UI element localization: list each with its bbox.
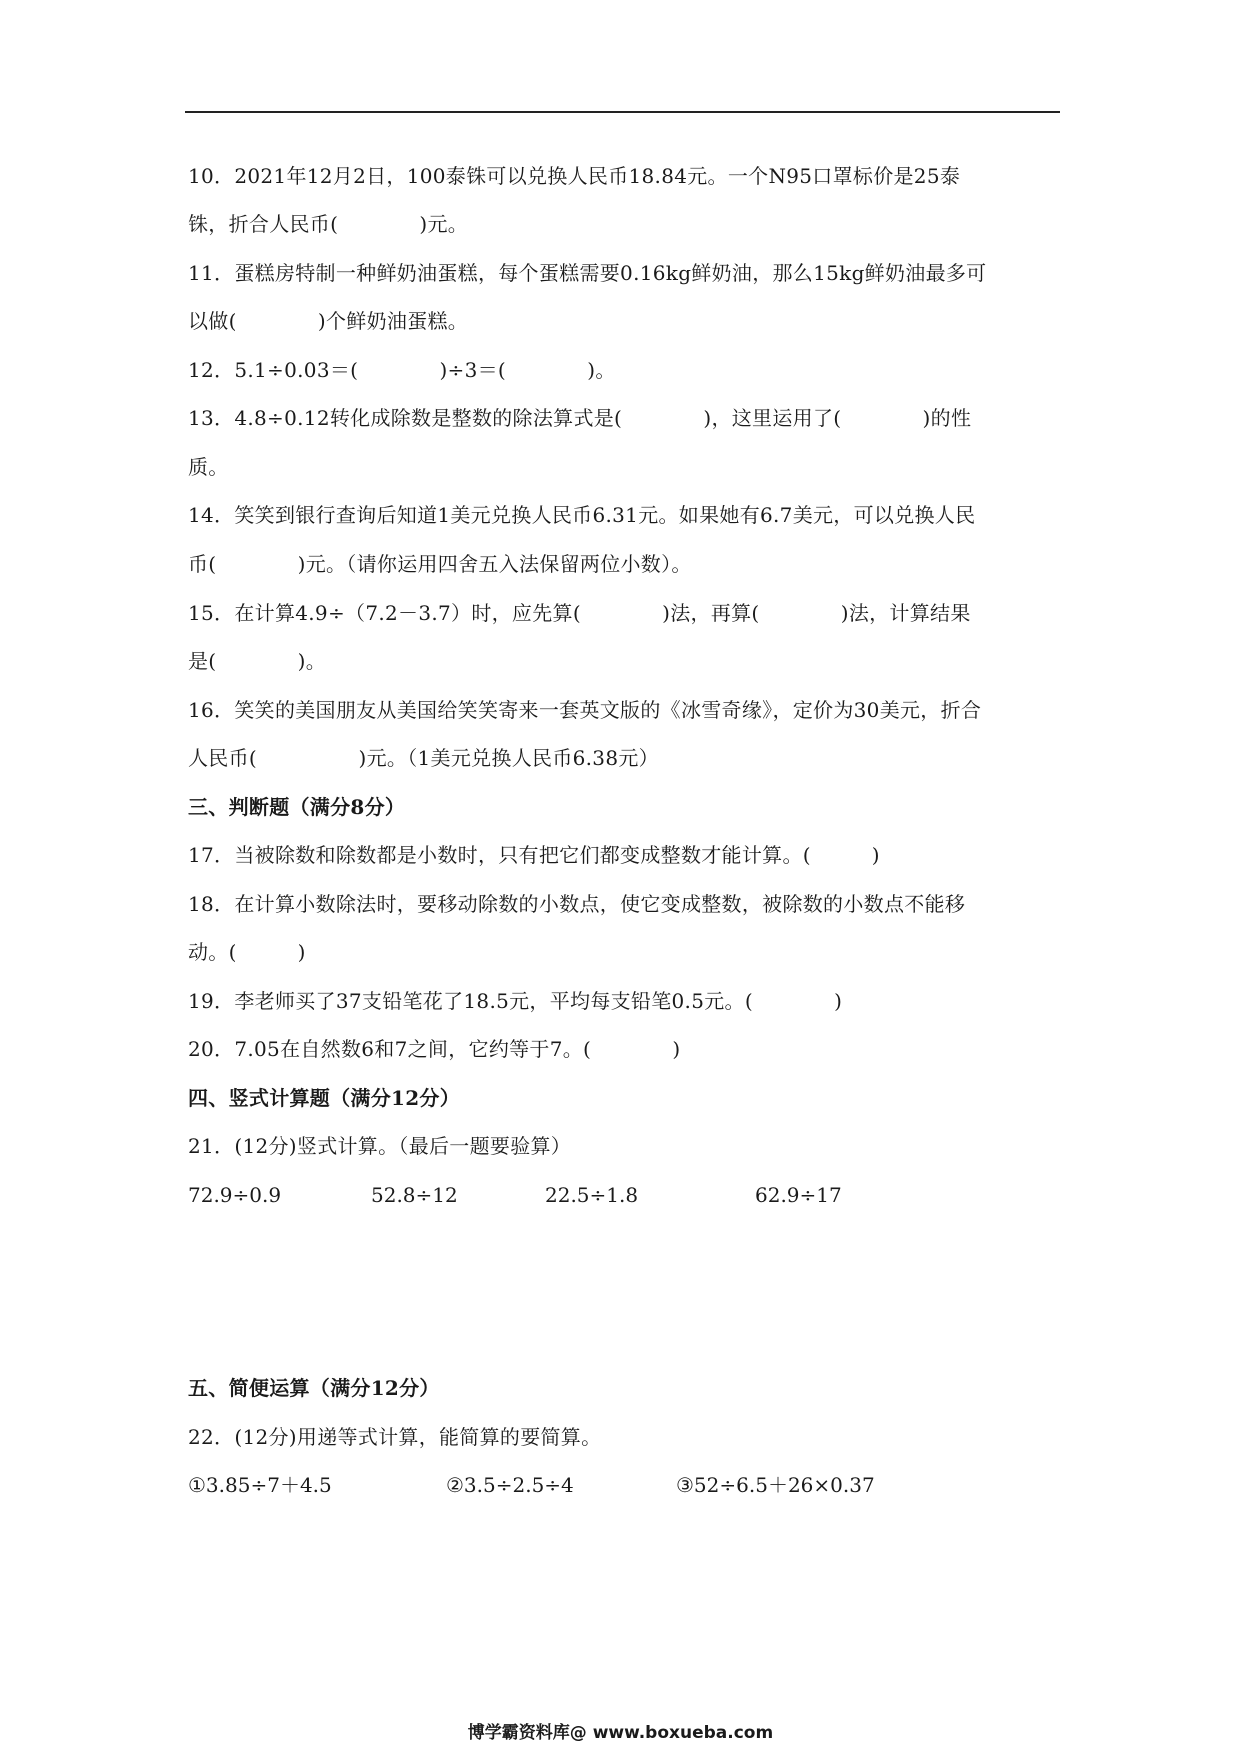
q19-line: 19．李老师买了37支铅笔花了18.5元，平均每支铅笔0.5元。( ) bbox=[188, 989, 843, 1013]
q21-expr-1: 72.9÷0.9 bbox=[188, 1183, 282, 1207]
q15-line-2: 是( )。 bbox=[188, 649, 327, 673]
q14-line-1: 14．笑笑到银行查询后知道1美元兑换人民币6.31元。如果她有6.7美元，可以兑换人民 bbox=[188, 503, 976, 527]
q10-line-2: 铢，折合人民币( )元。 bbox=[188, 212, 469, 236]
q21-expr-3: 22.5÷1.8 bbox=[545, 1183, 639, 1207]
q14-line-2: 币( )元。（请你运用四舍五入法保留两位小数）。 bbox=[188, 552, 692, 576]
q11-line-1: 11．蛋糕房特制一种鲜奶油蛋糕，每个蛋糕需要0.16kg鲜奶油，那么15kg鲜奶油最多可 bbox=[188, 261, 987, 285]
section4-heading: 四、竖式计算题（满分12分） bbox=[188, 1086, 461, 1110]
q21-expr-2: 52.8÷12 bbox=[371, 1183, 458, 1207]
q16-line-1: 16．笑笑的美国朋友从美国给笑笑寄来一套英文版的《冰雪奇缘》，定价为30美元，折合 bbox=[188, 698, 982, 722]
q20-line: 20．7.05在自然数6和7之间，它约等于7。( ) bbox=[188, 1037, 681, 1061]
q13-line-2: 质。 bbox=[188, 455, 229, 479]
q18-line-1: 18．在计算小数除法时，要移动除数的小数点，使它变成整数，被除数的小数点不能移 bbox=[188, 892, 966, 916]
q10-line-1: 10．2021年12月2日，100泰铢可以兑换人民币18.84元。一个N95口罩标价是25泰 bbox=[188, 164, 961, 188]
footer-watermark: 博学霸资料库@ www.boxueba.com bbox=[467, 1723, 774, 1743]
q11-line-2: 以做( )个鲜奶油蛋糕。 bbox=[188, 309, 469, 333]
q22-expr-3: ③52÷6.5＋26×0.37 bbox=[676, 1473, 875, 1497]
header-rule bbox=[185, 111, 1060, 113]
q18-line-2: 动。( ) bbox=[188, 940, 306, 964]
section3-heading: 三、判断题（满分8分） bbox=[188, 795, 406, 819]
q21-line: 21．(12分)竖式计算。（最后一题要验算） bbox=[188, 1134, 572, 1158]
q12-line: 12．5.1÷0.03＝( )÷3＝( )。 bbox=[188, 358, 616, 382]
q15-line-1: 15．在计算4.9÷（7.2－3.7）时，应先算( )法，再算( )法，计算结果 bbox=[188, 601, 971, 625]
q22-expr-1: ①3.85÷7＋4.5 bbox=[188, 1473, 332, 1497]
section5-heading: 五、简便运算（满分12分） bbox=[188, 1376, 440, 1400]
q16-line-2: 人民币( )元。（1美元兑换人民币6.38元） bbox=[188, 746, 659, 770]
q22-expr-2: ②3.5÷2.5÷4 bbox=[446, 1473, 574, 1497]
q21-expr-4: 62.9÷17 bbox=[755, 1183, 842, 1207]
q17-line: 17．当被除数和除数都是小数时，只有把它们都变成整数才能计算。( ) bbox=[188, 843, 880, 867]
q13-line-1: 13．4.8÷0.12转化成除数是整数的除法算式是( )，这里运用了( )的性 bbox=[188, 406, 972, 430]
q22-line: 22．(12分)用递等式计算，能简算的要简算。 bbox=[188, 1425, 602, 1449]
